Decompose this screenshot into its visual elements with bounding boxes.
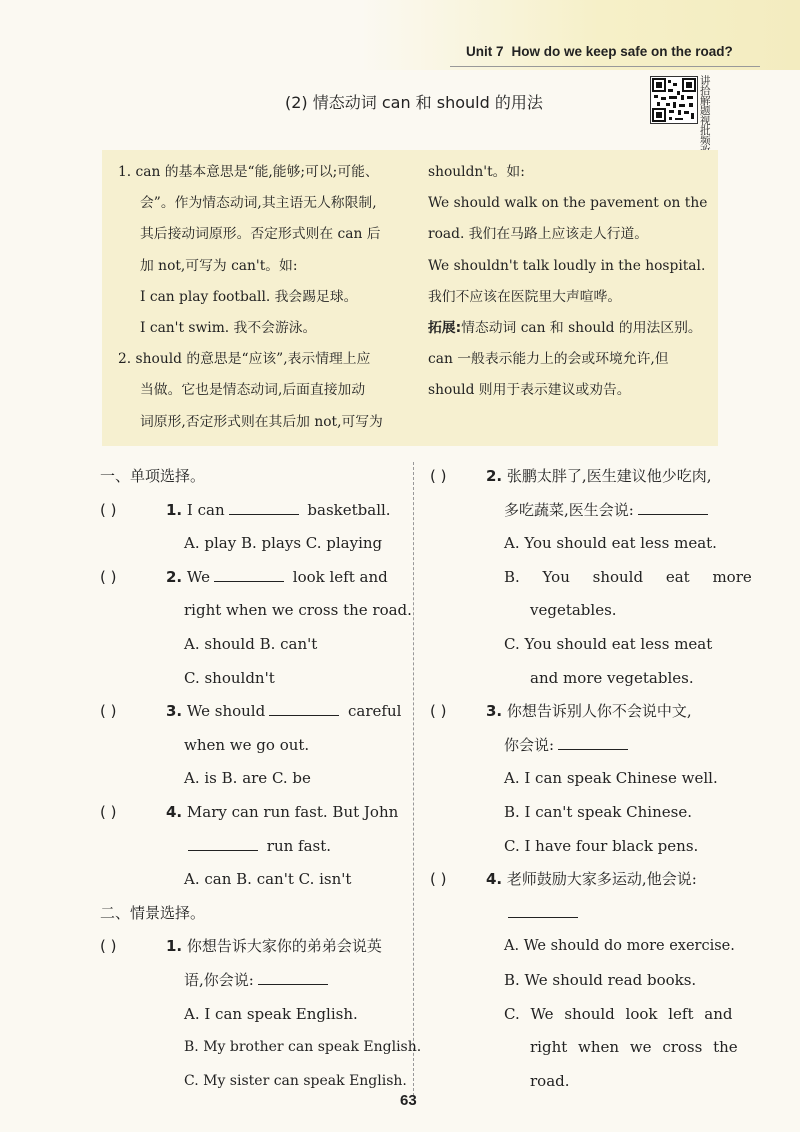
part1-heading: 一、单项选择。: [100, 467, 206, 485]
unit-label: Unit 7: [466, 44, 504, 59]
question-option: A. I can speak English.: [184, 1004, 358, 1023]
exercises-right-column: [430, 460, 752, 1098]
question-text: 你想告诉别人你不会说中文,: [506, 702, 692, 721]
question-1-2: [100, 561, 406, 595]
question-2-3: [430, 695, 730, 729]
question-text: We should: [186, 702, 266, 721]
question-text: look left and: [292, 567, 388, 586]
answer-blank[interactable]: [269, 701, 339, 716]
note-line: 其后接动词原形。否定形式则在 can 后: [140, 226, 381, 243]
answer-paren[interactable]: ( ): [100, 500, 117, 519]
question-text: 你会说:: [504, 735, 555, 754]
question-text: I can: [186, 500, 225, 519]
question-option: C. My sister can speak English.: [184, 1072, 407, 1089]
note-line: 1. can 的基本意思是“能,能够;可以;可能、: [118, 164, 379, 180]
answer-blank[interactable]: [508, 903, 578, 918]
question-option: B. You should eat more: [504, 567, 752, 586]
question-number: 2.: [486, 467, 503, 485]
note-line: 2. should 的意思是“应该”,表示情理上应: [118, 351, 371, 368]
answer-paren[interactable]: ( ): [100, 937, 117, 956]
qr-code-icon[interactable]: [650, 76, 698, 124]
question-option: C. I have four black pens.: [504, 836, 699, 855]
question-continuation: right when we cross the road.: [184, 601, 412, 620]
answer-paren[interactable]: ( ): [430, 870, 447, 889]
part2-heading: 二、情景选择。: [100, 903, 206, 922]
question-option: A. We should do more exercise.: [504, 938, 735, 955]
note-line: We shouldn't talk loudly in the hospital.: [428, 257, 706, 274]
note-line: 加 not,可写为 can't。如:: [140, 257, 298, 274]
notes-left-column: [118, 157, 408, 438]
answer-paren[interactable]: ( ): [430, 702, 447, 721]
question-text: Mary can run fast. But John: [186, 802, 399, 821]
question-number: 2.: [166, 567, 183, 586]
note-line: should 则用于表示建议或劝告。: [428, 382, 631, 399]
question-option: A. You should eat less meat.: [504, 534, 717, 553]
question-number: 3.: [486, 702, 503, 721]
question-continuation: when we go out.: [184, 735, 310, 754]
question-number: 4.: [486, 870, 503, 889]
extend-label: 拓展:: [428, 320, 462, 337]
answer-paren[interactable]: ( ): [430, 467, 447, 485]
note-line: I can play football. 我会踢足球。: [140, 288, 358, 305]
unit-header: [466, 44, 733, 59]
question-continuation: [430, 897, 730, 931]
question-option: A. I can speak Chinese well.: [504, 769, 718, 788]
question-number: 4.: [166, 802, 183, 821]
qr-caption: 讲拾解题视批频: [700, 75, 711, 147]
column-divider: [413, 462, 414, 1096]
section-title: (2) 情态动词 can 和 should 的用法: [285, 93, 543, 112]
note-line: can 一般表示能力上的会或环境允许,但: [428, 351, 669, 368]
notes-right-column: [428, 157, 710, 407]
question-text: 张鹏太胖了,医生建议他少吃肉,: [506, 467, 712, 485]
answer-paren[interactable]: ( ): [100, 702, 117, 721]
question-number: 3.: [166, 702, 183, 721]
note-line: 我们不应该在医院里大声喧哗。: [428, 288, 622, 305]
question-option: C. You should eat less meat: [504, 634, 713, 653]
question-1-3: [100, 695, 406, 729]
question-option-cont: right when we cross the: [530, 1038, 738, 1057]
question-option: C. We should look left and: [504, 1004, 733, 1023]
answer-blank[interactable]: [638, 500, 708, 515]
question-2-1: [100, 930, 406, 964]
extend-text: 情态动词 can 和 should 的用法区别。: [461, 320, 702, 337]
question-options: A. play B. plays C. playing: [184, 534, 383, 553]
note-line: road. 我们在马路上应该走人行道。: [428, 226, 649, 243]
question-options: C. shouldn't: [184, 668, 275, 687]
question-continuation: [430, 494, 730, 528]
extend-line: [428, 313, 710, 344]
question-continuation: [430, 729, 730, 763]
note-line: 当做。它也是情态动词,后面直接加动: [140, 382, 366, 399]
question-number: 1.: [166, 937, 183, 956]
question-options: A. can B. can't C. isn't: [184, 870, 352, 889]
question-number: 1.: [166, 500, 183, 519]
page-number: 63: [400, 1092, 417, 1109]
answer-blank[interactable]: [214, 567, 284, 582]
answer-blank[interactable]: [558, 735, 628, 750]
answer-paren[interactable]: ( ): [100, 802, 117, 821]
question-text: We: [186, 567, 210, 586]
answer-blank[interactable]: [258, 970, 328, 985]
question-option-cont: road.: [530, 1071, 570, 1090]
note-line: 词原形,否定形式则在其后加 not,可写为: [140, 413, 383, 430]
question-options: A. is B. are C. be: [184, 769, 311, 788]
note-line: shouldn't。如:: [428, 164, 525, 180]
question-continuation: [100, 964, 406, 998]
question-text: basketball.: [307, 500, 391, 519]
exercises-left-column: [100, 460, 422, 1098]
answer-blank[interactable]: [188, 836, 258, 851]
question-option: B. We should read books.: [504, 970, 697, 989]
question-1-4: [100, 796, 406, 830]
question-options: A. should B. can't: [184, 634, 318, 653]
question-continuation: [100, 830, 406, 864]
grammar-notes-box: [102, 150, 718, 446]
question-option: B. My brother can speak English.: [184, 1039, 422, 1056]
question-1-1: [100, 494, 406, 528]
header-band: [0, 0, 800, 70]
question-text: 你想告诉大家你的弟弟会说英: [186, 937, 382, 956]
question-2-2: [430, 460, 730, 494]
note-line: We should walk on the pavement on the: [428, 195, 708, 212]
question-2-4: [430, 863, 730, 897]
answer-paren[interactable]: ( ): [100, 567, 117, 586]
question-text: careful: [348, 702, 402, 721]
question-option: B. I can't speak Chinese.: [504, 802, 692, 821]
unit-title: How do we keep safe on the road?: [511, 44, 733, 59]
header-rule: [450, 66, 760, 67]
answer-blank[interactable]: [229, 500, 299, 515]
question-text: 老师鼓励大家多运动,他会说:: [506, 870, 697, 889]
question-option-cont: vegetables.: [530, 601, 617, 620]
question-text: 多吃蔬菜,医生会说:: [504, 500, 634, 519]
note-line: 会”。作为情态动词,其主语无人称限制,: [140, 195, 377, 212]
question-text: 语,你会说:: [184, 970, 254, 989]
question-option-cont: and more vegetables.: [530, 668, 694, 687]
note-line: I can't swim. 我不会游泳。: [140, 320, 317, 337]
question-text: run fast.: [266, 836, 332, 855]
